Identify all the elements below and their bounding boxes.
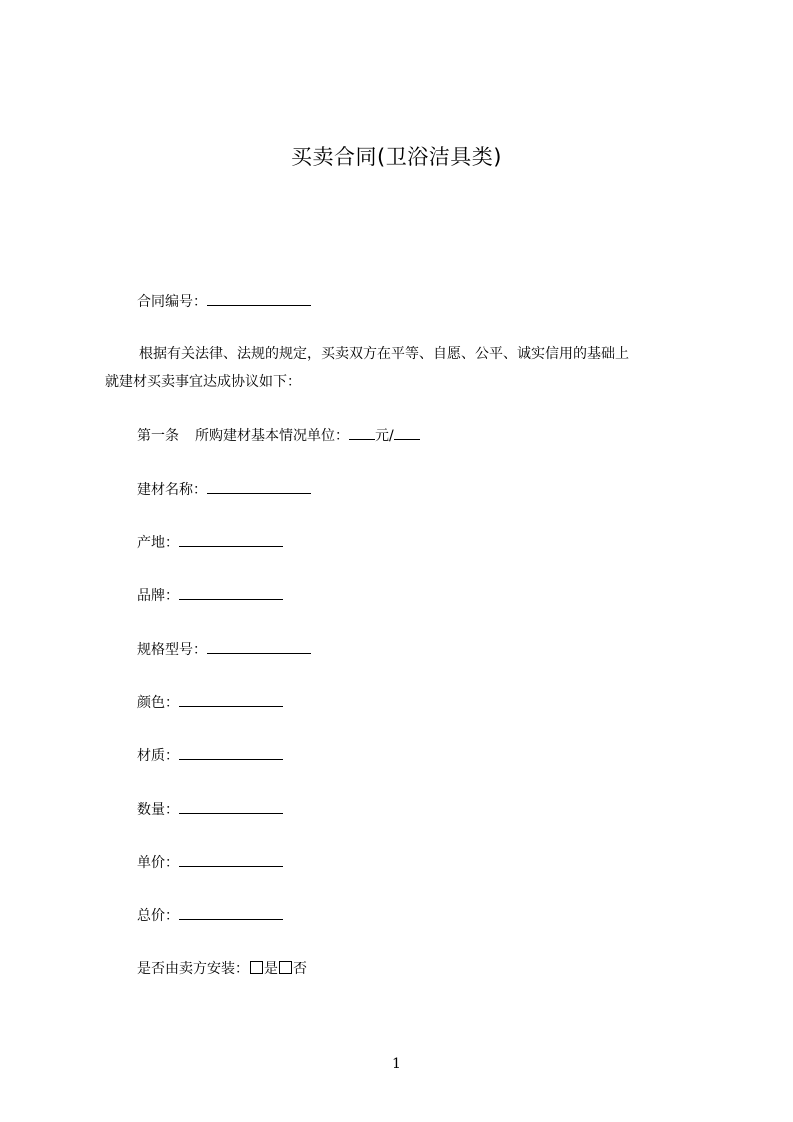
unit-price-blank-1[interactable] [349, 426, 375, 440]
color-label: 颜色： [137, 695, 179, 711]
total-price-line [137, 906, 283, 925]
material-name-blank[interactable] [207, 480, 311, 494]
brand-line [137, 586, 283, 605]
material-line [137, 746, 283, 765]
install-no-checkbox[interactable] [279, 961, 292, 974]
install-line [137, 960, 307, 978]
contract-no-blank[interactable] [207, 292, 311, 306]
material-name-line [137, 480, 311, 499]
total-price-label: 总价： [137, 908, 179, 924]
intro-line-1: 根据有关法律、法规的规定，买卖双方在平等、自愿、公平、诚实信用的基础上 [139, 346, 629, 362]
unit-blank-2[interactable] [394, 426, 420, 440]
install-yes-label: 是 [264, 961, 278, 977]
brand-blank[interactable] [179, 586, 283, 600]
page-number: 1 [392, 1056, 401, 1072]
unit-price-line [137, 853, 283, 872]
origin-line [137, 533, 283, 552]
article1-line [137, 426, 420, 445]
contract-no-label: 合同编号： [137, 294, 207, 310]
unit-currency: 元/ [375, 428, 394, 444]
contract-no-line [137, 292, 311, 311]
origin-blank[interactable] [179, 533, 283, 547]
spec-model-line [137, 640, 311, 659]
total-price-blank[interactable] [179, 906, 283, 920]
spec-model-blank[interactable] [207, 640, 311, 654]
intro-line-2: 就建材买卖事宜达成协议如下： [105, 374, 301, 390]
install-no-label: 否 [293, 961, 307, 977]
article1-text: 所购建材基本情况单位： [195, 428, 349, 444]
spec-model-label: 规格型号： [137, 642, 207, 658]
color-line [137, 693, 283, 712]
intro-paragraph [105, 340, 725, 396]
article1-label: 第一条 [137, 428, 179, 444]
install-label: 是否由卖方安装： [137, 961, 249, 977]
quantity-blank[interactable] [179, 800, 283, 814]
quantity-label: 数量： [137, 802, 179, 818]
unit-price-blank[interactable] [179, 853, 283, 867]
document-title: 买卖合同(卫浴洁具类) [291, 145, 502, 169]
material-blank[interactable] [179, 746, 283, 760]
material-label: 材质： [137, 748, 179, 764]
install-yes-checkbox[interactable] [250, 961, 263, 974]
origin-label: 产地： [137, 535, 179, 551]
unit-price-label: 单价： [137, 855, 179, 871]
material-name-label: 建材名称： [137, 482, 207, 498]
quantity-line [137, 800, 283, 819]
brand-label: 品牌： [137, 588, 179, 604]
color-blank[interactable] [179, 693, 283, 707]
